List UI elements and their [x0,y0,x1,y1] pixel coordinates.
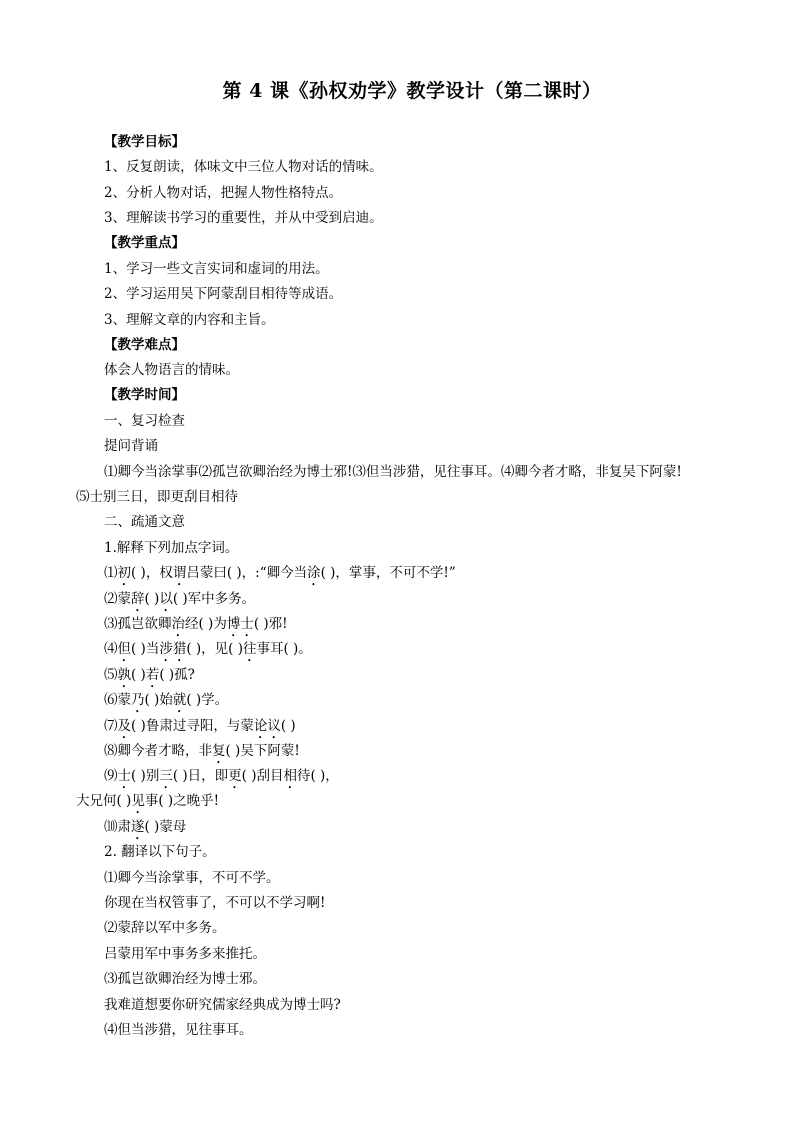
translation-sentence: ⑷但当涉猎，见往事耳。 [104,1022,253,1038]
exercise-line: ⑷但( )当涉猎( )，见( )往事耳( )。 [104,641,312,657]
translation-sentence: ⑵蒙辞以军中多务。 [104,920,226,936]
goal-item: 1、反复朗读，体味文中三位人物对话的情味。 [104,159,383,175]
exercise-line: ⑵蒙辞( )以( )军中多务。 [104,591,256,607]
exercise-line: ⑼士( )别三( )日，即更( )刮目相待( )， [104,768,339,784]
exercise-line: ⑹蒙乃( )始就( )学。 [104,692,229,708]
section-heading-time: 【教学时间】 [104,387,185,403]
review-heading: 一、复习检查 [104,413,185,429]
meaning-heading: 二、疏通文意 [104,514,185,530]
key-point-item: 1、学习一些文言实词和虚词的用法。 [104,261,329,277]
question-1-title: 1.解释下列加点字词。 [104,540,239,556]
translation-answer: 你现在当权管事了，不可以不学习啊! [104,895,326,911]
review-recitation-line: ⑴卿今当涂掌事⑵孤岂欲卿治经为博士邪!⑶但当涉猎，见往事耳。⑷卿今者才略，非复吴下阿蒙! [104,464,682,480]
translation-sentence: ⑴卿今当涂掌事，不可不学。 [104,870,280,886]
exercise-line: ⑸孰( )若( )孤? [104,667,195,683]
review-recitation-line: ⑸士别三日，即更刮目相待 [76,489,238,505]
exercise-line: ⑽肃遂( )蒙母 [104,819,187,835]
review-subheading: 提问背诵 [104,438,158,454]
section-heading-goals: 【教学目标】 [104,134,185,150]
goal-item: 3、理解读书学习的重要性，并从中受到启迪。 [104,210,383,226]
exercise-line: 大兄何( )见事( )之晚乎! [76,793,220,809]
difficulty-text: 体会人物语言的情味。 [104,362,239,378]
exercise-line: ⑻卿今者才略，非复( )吴下阿蒙! [104,743,300,759]
question-2-title: 2. 翻译以下句子。 [104,844,216,860]
key-point-item: 2、学习运用吴下阿蒙刮目相待等成语。 [104,286,343,302]
key-point-item: 3、理解文章的内容和主旨。 [104,312,275,328]
goal-item: 2、分析人物对话，把握人物性格特点。 [104,185,343,201]
page-title: 第 4 课《孙权劝学》教学设计（第二课时） [222,80,602,102]
exercise-line: ⑴初( )，权谓吕蒙曰( )，:“卿今当涂( )，掌事，不可不学!” [104,565,456,581]
section-heading-key-points: 【教学重点】 [104,235,185,251]
exercise-line: ⑶孤岂欲卿治经( )为博士( )邪! [104,616,288,632]
section-heading-difficulty: 【教学难点】 [104,337,185,353]
exercise-line: ⑺及( )鲁肃过寻阳，与蒙论议( ) [104,718,296,734]
translation-answer: 我难道想要你研究儒家经典成为博士吗? [104,997,341,1013]
translation-sentence: ⑶孤岂欲卿治经为博士邪。 [104,971,266,987]
translation-answer: 吕蒙用军中事务多来推托。 [104,946,266,962]
